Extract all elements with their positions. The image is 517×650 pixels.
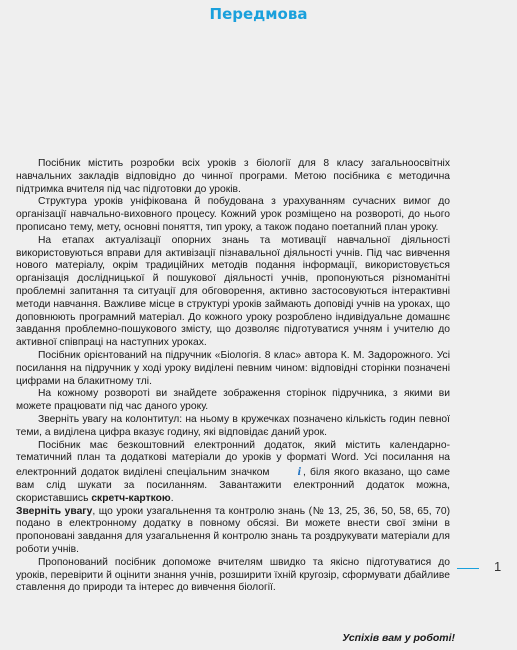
- paragraph-7-end: .: [170, 492, 174, 504]
- page-number: 1: [494, 559, 502, 574]
- paragraph-7-text-b: , біля якого вказано, що саме вам слід шукати за посиланням. Завантажити електронний додаток можна, скориставшись: [16, 467, 450, 504]
- paragraph-5: На кожному розвороті ви знайдете зображення сторінок підручника, з якими ви можете працювати під час даного уроку.: [16, 388, 450, 413]
- page-title: Передмова: [209, 5, 308, 23]
- scratch-card-term: скретч-карткою: [91, 492, 171, 504]
- attention-label: Зверніть увагу: [16, 505, 93, 517]
- paragraph-2: Структура уроків уніфікована й побудована з урахуванням сучасних вимог до організації навчально-виховного процесу. Кожний урок розміщено на розвороті, до нього прописано тему, мету, основні поняття, тип уроку, а також подано поетапний план уроку.: [16, 196, 450, 233]
- paragraph-8-text: , що уроки узагальнення та контролю знань (№ 13, 25, 36, 50, 58, 65, 70) подано в електронному додатку в повному обсязі. Ви можете внести свої зміни в пропоновані завдання для узагальнення й контролю знань та роздрукувати матеріали для роботи учнів.: [16, 505, 450, 555]
- paragraph-7-text-a: Посібник має безкоштовний електронний додаток, який містить календарно-тематичний план та додаткові матеріали до уроків у форматі Word. Усі посилання на електронний додаток виділені спеціальним значком: [16, 439, 450, 479]
- paragraph-3: На етапах актуалізації опорних знань та мотивації навчальної діяльності використовуються вправи для активізації пізнавальної діяльності учнів. Під час вивчення нового матеріалу, окрім традиційних методів подання інформації, використовується організація дослідницької й пошукової діяльності учнів, пропонуються різноманітні проблемні запитання та ситуації для обговорення, активно застосовуються інтерактивні методи навчання. Важливе місце в структурі уроків займають доповіді учнів на уроках, що доповнюють програмний матеріал. До кожного уроку розроблено індивідуальне домашнє завдання проблемно-пошукового змісту, що дозволяє підготуватися учням і учителю до активної співпраці на наступних уроках.: [16, 234, 450, 349]
- preface-body: [16, 158, 450, 595]
- paragraph-9: Пропонований посібник допоможе вчителям швидко та якісно підготуватися до уроків, перевірити й оцінити знання учнів, розширити їхній кругозір, сформувати дбайливе ставлення до природи та інтерес до вивчення біології.: [16, 556, 450, 594]
- paragraph-4: Посібник орієнтований на підручник «Біологія. 8 клас» автора К. М. Задорожного. Усі посилання на підручник у ході уроку виділені певним чином: відповідні сторінки позначені цифрами на блакитному тлі.: [16, 349, 450, 387]
- paragraph-8: [16, 506, 450, 557]
- paragraph-7: [16, 440, 450, 506]
- closing-wish: Успіхів вам у роботі!: [342, 632, 455, 644]
- paragraph-1: Посібник містить розробки всіх уроків з біології для 8 класу загальноосвітніх навчальних закладів відповідно до чинної програми. Метою посібника є методична підтримка вчителя під час підготовки до уроків.: [16, 158, 450, 195]
- paragraph-6: Зверніть увагу на колонтитул: на ньому в кружечках позначено кількість годин певної теми, а виділена цифра вказує годину, які відповідає даний урок.: [16, 413, 450, 438]
- page-number-rule: [457, 568, 479, 569]
- info-icon: i: [297, 464, 302, 479]
